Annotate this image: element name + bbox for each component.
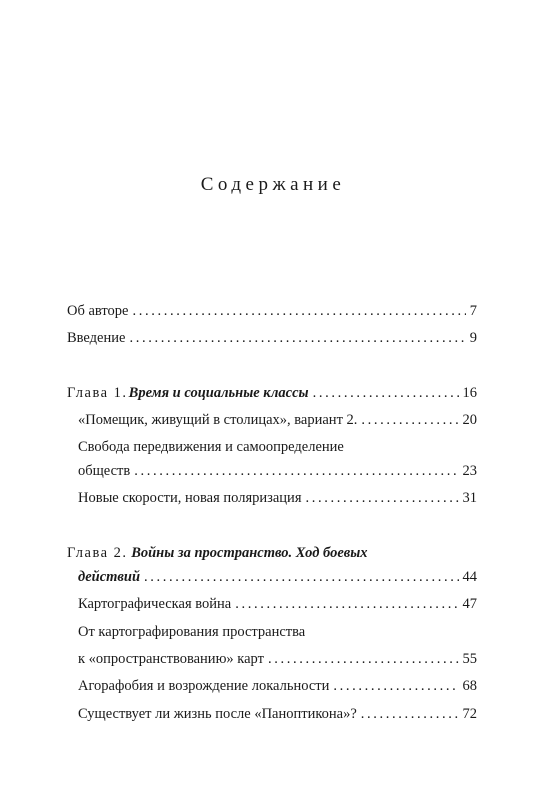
dot-leader xyxy=(306,489,459,507)
dot-leader xyxy=(235,595,458,613)
toc-entry-label: обществ xyxy=(78,463,131,479)
toc-chapter-2-line1[interactable] xyxy=(67,544,368,562)
chapter-title-continued: действий xyxy=(78,569,141,585)
toc-page-number: 23 xyxy=(462,463,477,479)
dot-leader xyxy=(129,329,465,347)
chapter-title: Войны за пространство. Ход боевых xyxy=(131,545,368,561)
dot-leader xyxy=(134,462,458,480)
dot-leader xyxy=(132,302,465,320)
toc-page-number: 47 xyxy=(462,596,477,612)
toc-entry-introduction[interactable] xyxy=(67,329,477,347)
toc-entry-about-author[interactable] xyxy=(67,302,477,320)
toc-entry-label: к «опространствованию» карт xyxy=(78,651,264,667)
toc-page-number: 44 xyxy=(462,569,477,585)
toc-entry-label: «Помещик, живущий в столицах», вариант 2. xyxy=(78,412,358,428)
toc-section-1-2-line1[interactable]: Свобода передвижения и самоопределение xyxy=(78,439,344,455)
chapter-label: Глава 1. xyxy=(67,385,128,401)
toc-section-1-1[interactable] xyxy=(78,411,477,429)
dot-leader xyxy=(361,705,459,723)
toc-chapter-1[interactable] xyxy=(67,384,477,402)
page-title: Содержание xyxy=(200,174,346,195)
toc-section-2-2-line1[interactable]: От картографирования пространства xyxy=(78,624,306,640)
toc-page-number: 7 xyxy=(469,303,477,319)
toc-entry-label: Картографическая война xyxy=(78,596,232,612)
toc-section-2-1[interactable] xyxy=(78,595,477,613)
toc-entry-label: Новые скорости, новая поляризация xyxy=(78,490,302,506)
toc-page-number: 68 xyxy=(462,678,477,694)
chapter-label: Глава 2. xyxy=(67,545,128,561)
chapter-title: Время и социальные классы xyxy=(128,385,309,401)
toc-page-number: 9 xyxy=(469,330,477,346)
toc-section-2-4[interactable] xyxy=(78,705,477,723)
dot-leader xyxy=(268,650,459,668)
dot-leader xyxy=(361,411,458,429)
toc-chapter-2[interactable] xyxy=(78,568,477,586)
dot-leader xyxy=(144,568,458,586)
toc-section-1-3[interactable] xyxy=(78,489,477,507)
toc-entry-label: Введение xyxy=(67,330,126,346)
dot-leader xyxy=(333,677,458,695)
toc-section-2-2[interactable] xyxy=(78,650,477,668)
toc-page-number: 72 xyxy=(462,706,477,722)
dot-leader xyxy=(313,384,459,402)
toc-entry-label: Об авторе xyxy=(67,303,129,319)
toc-section-1-2[interactable] xyxy=(78,462,477,480)
toc-entry-label: Агорафобия и возрождение локальности xyxy=(78,678,330,694)
toc-page-number: 31 xyxy=(462,490,477,506)
toc-section-2-3[interactable] xyxy=(78,677,477,695)
toc-page-number: 55 xyxy=(462,651,477,667)
toc-page-number: 20 xyxy=(462,412,477,428)
toc-entry-label: Существует ли жизнь после «Паноптикона»? xyxy=(78,706,357,722)
toc-page-number: 16 xyxy=(462,385,477,401)
